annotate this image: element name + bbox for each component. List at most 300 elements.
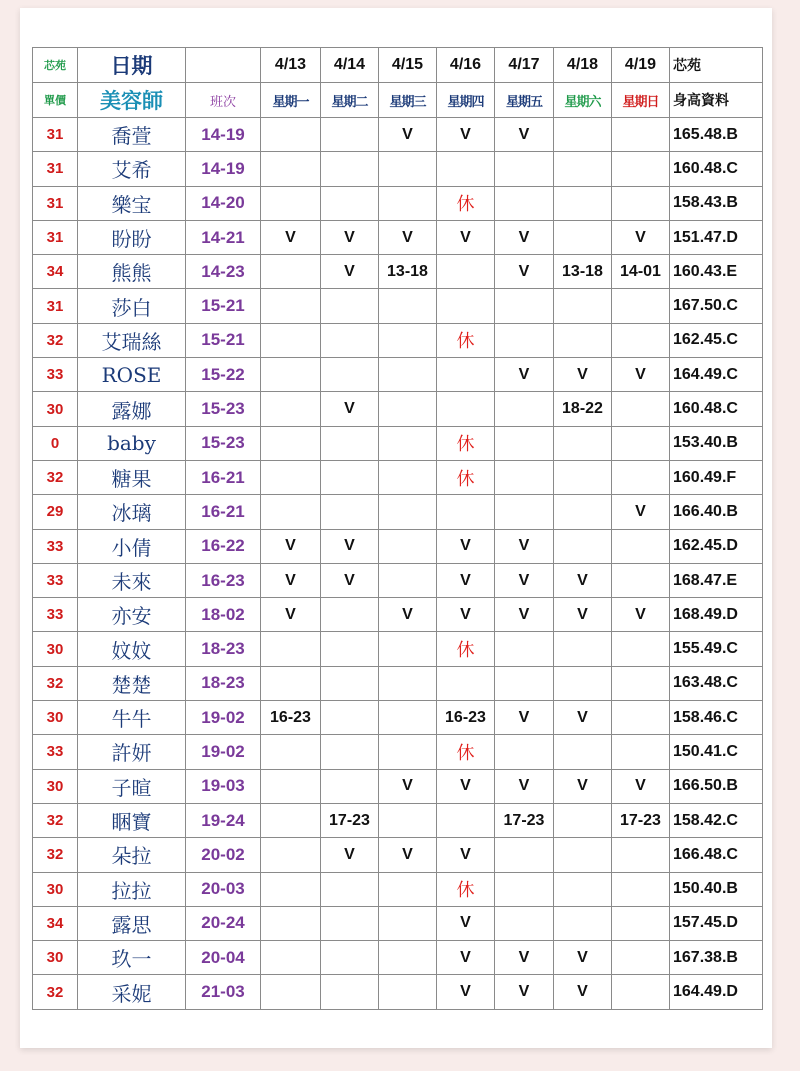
shift-cell: 18-23 — [186, 666, 261, 700]
day-cell — [437, 392, 495, 426]
day-cell — [437, 255, 495, 289]
table-row — [33, 289, 763, 323]
shift-cell: 16-22 — [186, 529, 261, 563]
day-cell: V — [554, 701, 612, 735]
day-cell — [612, 289, 670, 323]
table-row — [33, 941, 763, 975]
day-off-cell: 休 — [437, 460, 495, 494]
day-cell — [495, 495, 554, 529]
day-cell — [379, 803, 437, 837]
height-info-cell: 153.40.B — [670, 426, 763, 460]
shift-cell: 15-22 — [186, 358, 261, 392]
price-cell: 31 — [33, 186, 78, 220]
date-header: 4/13 — [261, 48, 321, 83]
shift-cell: 20-24 — [186, 906, 261, 940]
day-cell — [261, 323, 321, 357]
table-row — [33, 460, 763, 494]
table-row — [33, 392, 763, 426]
day-cell — [261, 392, 321, 426]
price-cell: 30 — [33, 392, 78, 426]
shift-cell: 14-23 — [186, 255, 261, 289]
price-cell: 32 — [33, 838, 78, 872]
stylist-name: 拉拉 — [78, 872, 186, 906]
day-cell — [379, 323, 437, 357]
day-cell — [612, 186, 670, 220]
day-cell: V — [612, 598, 670, 632]
height-info-cell: 160.43.E — [670, 255, 763, 289]
day-cell — [612, 701, 670, 735]
day-cell — [261, 632, 321, 666]
day-cell — [261, 906, 321, 940]
price-cell: 34 — [33, 255, 78, 289]
day-cell — [554, 220, 612, 254]
day-cell — [612, 460, 670, 494]
day-cell — [437, 289, 495, 323]
day-cell — [321, 426, 379, 460]
date-header: 4/14 — [321, 48, 379, 83]
day-cell — [554, 426, 612, 460]
day-cell — [554, 495, 612, 529]
corner-top-label: 芯苑 — [33, 48, 78, 83]
day-cell: V — [612, 495, 670, 529]
day-cell — [379, 152, 437, 186]
shift-cell: 20-03 — [186, 872, 261, 906]
day-cell — [321, 495, 379, 529]
day-cell — [612, 872, 670, 906]
weekday-header: 星期一 — [261, 83, 321, 118]
height-info-cell: 166.40.B — [670, 495, 763, 529]
shift-cell: 16-23 — [186, 563, 261, 597]
day-cell — [612, 152, 670, 186]
day-cell — [554, 152, 612, 186]
day-cell: V — [321, 220, 379, 254]
height-info-cell: 168.47.E — [670, 563, 763, 597]
price-cell: 32 — [33, 323, 78, 357]
table-row — [33, 220, 763, 254]
day-cell — [379, 289, 437, 323]
schedule-table — [32, 47, 763, 1010]
price-cell: 30 — [33, 769, 78, 803]
height-info-cell: 166.48.C — [670, 838, 763, 872]
day-cell — [261, 941, 321, 975]
day-cell — [554, 460, 612, 494]
day-cell — [495, 906, 554, 940]
day-off-cell: 休 — [437, 186, 495, 220]
day-cell: V — [495, 701, 554, 735]
height-info-cell: 158.43.B — [670, 186, 763, 220]
day-cell: V — [437, 941, 495, 975]
day-cell: 13-18 — [554, 255, 612, 289]
day-cell: 17-23 — [612, 803, 670, 837]
day-off-cell: 休 — [437, 735, 495, 769]
weekday-header: 星期日 — [612, 83, 670, 118]
day-cell — [437, 666, 495, 700]
day-cell — [321, 598, 379, 632]
day-cell — [612, 838, 670, 872]
price-cell: 34 — [33, 906, 78, 940]
day-cell — [612, 323, 670, 357]
day-cell — [554, 872, 612, 906]
table-row — [33, 838, 763, 872]
day-cell: V — [379, 769, 437, 803]
day-cell — [379, 735, 437, 769]
day-cell: V — [261, 220, 321, 254]
day-cell — [437, 358, 495, 392]
day-cell — [379, 941, 437, 975]
day-cell — [612, 666, 670, 700]
height-info-cell: 151.47.D — [670, 220, 763, 254]
stylist-name: 未來 — [78, 563, 186, 597]
day-cell — [612, 118, 670, 152]
price-cell: 33 — [33, 598, 78, 632]
day-cell — [261, 735, 321, 769]
shift-label: 班次 — [186, 83, 261, 118]
day-cell: V — [495, 220, 554, 254]
date-header: 4/19 — [612, 48, 670, 83]
day-cell — [495, 289, 554, 323]
day-cell — [554, 289, 612, 323]
day-cell: V — [495, 563, 554, 597]
day-cell: V — [612, 358, 670, 392]
day-cell: V — [321, 392, 379, 426]
day-cell — [495, 872, 554, 906]
day-cell — [261, 666, 321, 700]
height-info-cell: 166.50.B — [670, 769, 763, 803]
stylist-name: 露娜 — [78, 392, 186, 426]
height-info-cell: 158.46.C — [670, 701, 763, 735]
day-cell — [495, 838, 554, 872]
shift-cell: 16-21 — [186, 495, 261, 529]
weekday-header: 星期五 — [495, 83, 554, 118]
right-top-label: 芯苑 — [670, 48, 763, 83]
day-cell: V — [554, 598, 612, 632]
date-header: 4/16 — [437, 48, 495, 83]
table-row — [33, 666, 763, 700]
day-cell: V — [321, 563, 379, 597]
height-info-cell: 150.40.B — [670, 872, 763, 906]
day-cell: V — [554, 358, 612, 392]
day-cell — [261, 186, 321, 220]
shift-cell: 14-20 — [186, 186, 261, 220]
weekday-header: 星期四 — [437, 83, 495, 118]
day-cell — [554, 632, 612, 666]
stylist-name: 睏寶 — [78, 803, 186, 837]
day-cell: V — [495, 598, 554, 632]
day-cell — [321, 118, 379, 152]
day-cell: V — [261, 598, 321, 632]
table-row — [33, 152, 763, 186]
day-cell: V — [437, 118, 495, 152]
price-cell: 32 — [33, 803, 78, 837]
day-off-cell: 休 — [437, 323, 495, 357]
day-cell — [612, 735, 670, 769]
price-cell: 31 — [33, 220, 78, 254]
day-cell — [495, 735, 554, 769]
stylist-name: 牛牛 — [78, 701, 186, 735]
stylist-name: 朵拉 — [78, 838, 186, 872]
stylist-name: 妏妏 — [78, 632, 186, 666]
shift-cell: 19-03 — [186, 769, 261, 803]
day-cell — [261, 769, 321, 803]
day-cell: 13-18 — [379, 255, 437, 289]
shift-cell: 14-19 — [186, 152, 261, 186]
day-cell — [321, 872, 379, 906]
day-cell — [261, 152, 321, 186]
table-row — [33, 906, 763, 940]
day-cell: V — [437, 975, 495, 1009]
height-info-label: 身高資料 — [670, 83, 763, 118]
day-cell — [495, 186, 554, 220]
table-row — [33, 598, 763, 632]
table-row — [33, 975, 763, 1009]
day-cell: V — [437, 220, 495, 254]
day-cell — [554, 666, 612, 700]
shift-cell: 20-02 — [186, 838, 261, 872]
day-cell — [261, 872, 321, 906]
date-label: 日期 — [78, 48, 186, 83]
day-cell — [612, 529, 670, 563]
day-cell: V — [554, 563, 612, 597]
day-cell — [379, 632, 437, 666]
stylist-label: 美容師 — [78, 83, 186, 118]
price-cell: 33 — [33, 358, 78, 392]
table-row — [33, 495, 763, 529]
day-cell — [437, 803, 495, 837]
day-off-cell: 休 — [437, 632, 495, 666]
day-cell — [495, 152, 554, 186]
height-info-cell: 164.49.C — [670, 358, 763, 392]
stylist-name: ROSE — [78, 358, 186, 392]
day-cell: V — [554, 975, 612, 1009]
day-cell: V — [554, 769, 612, 803]
day-cell — [321, 632, 379, 666]
day-cell: 16-23 — [437, 701, 495, 735]
day-cell: V — [495, 255, 554, 289]
price-cell: 32 — [33, 975, 78, 1009]
day-cell — [321, 358, 379, 392]
shift-cell: 20-04 — [186, 941, 261, 975]
stylist-name: 楚楚 — [78, 666, 186, 700]
weekday-header: 星期二 — [321, 83, 379, 118]
table-row — [33, 426, 763, 460]
day-cell — [379, 975, 437, 1009]
day-cell — [612, 906, 670, 940]
height-info-cell: 162.45.C — [670, 323, 763, 357]
stylist-name: 冰璃 — [78, 495, 186, 529]
day-cell — [554, 735, 612, 769]
day-cell — [612, 632, 670, 666]
table-row — [33, 529, 763, 563]
price-cell: 30 — [33, 872, 78, 906]
day-cell — [321, 735, 379, 769]
day-cell — [495, 392, 554, 426]
stylist-name: 熊熊 — [78, 255, 186, 289]
day-cell — [261, 460, 321, 494]
table-row — [33, 769, 763, 803]
day-cell — [261, 118, 321, 152]
day-cell: V — [437, 906, 495, 940]
day-cell: V — [437, 769, 495, 803]
price-cell: 30 — [33, 632, 78, 666]
day-cell: V — [495, 358, 554, 392]
height-info-cell: 164.49.D — [670, 975, 763, 1009]
day-cell — [261, 803, 321, 837]
day-cell — [379, 701, 437, 735]
shift-cell: 19-24 — [186, 803, 261, 837]
day-cell — [321, 701, 379, 735]
day-off-cell: 休 — [437, 426, 495, 460]
day-cell — [379, 666, 437, 700]
date-header: 4/18 — [554, 48, 612, 83]
day-cell: 16-23 — [261, 701, 321, 735]
day-cell: V — [612, 769, 670, 803]
day-cell — [379, 460, 437, 494]
day-cell — [612, 941, 670, 975]
day-cell: 17-23 — [321, 803, 379, 837]
day-cell — [437, 152, 495, 186]
day-cell — [379, 529, 437, 563]
day-cell — [379, 358, 437, 392]
shift-cell: 16-21 — [186, 460, 261, 494]
shift-cell: 19-02 — [186, 701, 261, 735]
schedule-sheet — [20, 8, 772, 1048]
day-cell: V — [437, 598, 495, 632]
price-cell: 31 — [33, 152, 78, 186]
height-info-cell: 158.42.C — [670, 803, 763, 837]
day-cell — [379, 906, 437, 940]
day-cell: V — [495, 975, 554, 1009]
date-header: 4/15 — [379, 48, 437, 83]
table-row — [33, 323, 763, 357]
price-cell: 33 — [33, 529, 78, 563]
day-cell — [495, 460, 554, 494]
day-cell — [495, 426, 554, 460]
table-row — [33, 872, 763, 906]
day-cell: V — [437, 838, 495, 872]
price-cell: 33 — [33, 563, 78, 597]
height-info-cell: 162.45.D — [670, 529, 763, 563]
day-cell — [321, 289, 379, 323]
stylist-name: 莎白 — [78, 289, 186, 323]
day-cell — [554, 186, 612, 220]
date-header: 4/17 — [495, 48, 554, 83]
stylist-name: 艾瑞絲 — [78, 323, 186, 357]
height-info-cell: 160.49.F — [670, 460, 763, 494]
day-cell — [554, 906, 612, 940]
day-cell — [261, 838, 321, 872]
table-row — [33, 632, 763, 666]
day-cell — [261, 358, 321, 392]
day-cell — [261, 495, 321, 529]
day-off-cell: 休 — [437, 872, 495, 906]
day-cell: V — [437, 529, 495, 563]
day-cell — [261, 255, 321, 289]
day-cell — [554, 529, 612, 563]
stylist-name: 許妍 — [78, 735, 186, 769]
shift-cell: 14-19 — [186, 118, 261, 152]
table-row — [33, 735, 763, 769]
day-cell — [379, 495, 437, 529]
day-cell: V — [554, 941, 612, 975]
day-cell: V — [437, 563, 495, 597]
day-cell — [379, 186, 437, 220]
shift-cell: 21-03 — [186, 975, 261, 1009]
stylist-name: baby — [78, 426, 186, 460]
day-cell — [554, 118, 612, 152]
day-cell — [554, 803, 612, 837]
shift-cell: 18-02 — [186, 598, 261, 632]
stylist-name: 盼盼 — [78, 220, 186, 254]
shift-cell: 15-23 — [186, 392, 261, 426]
day-cell — [495, 323, 554, 357]
height-info-cell: 160.48.C — [670, 392, 763, 426]
shift-cell: 15-23 — [186, 426, 261, 460]
day-cell — [321, 186, 379, 220]
day-cell: V — [379, 118, 437, 152]
shift-cell: 15-21 — [186, 323, 261, 357]
empty-header-cell — [186, 48, 261, 83]
day-cell — [321, 769, 379, 803]
shift-cell: 18-23 — [186, 632, 261, 666]
shift-cell: 19-02 — [186, 735, 261, 769]
day-cell: 14-01 — [612, 255, 670, 289]
stylist-name: 采妮 — [78, 975, 186, 1009]
height-info-cell: 150.41.C — [670, 735, 763, 769]
day-cell: V — [495, 529, 554, 563]
table-row — [33, 563, 763, 597]
day-cell — [321, 323, 379, 357]
day-cell: V — [321, 529, 379, 563]
height-info-cell: 160.48.C — [670, 152, 763, 186]
day-cell — [321, 666, 379, 700]
day-cell: V — [612, 220, 670, 254]
day-cell — [612, 426, 670, 460]
day-cell — [495, 666, 554, 700]
table-row — [33, 701, 763, 735]
day-cell — [321, 941, 379, 975]
table-row — [33, 803, 763, 837]
height-info-cell: 167.38.B — [670, 941, 763, 975]
day-cell: V — [379, 598, 437, 632]
height-info-cell: 167.50.C — [670, 289, 763, 323]
day-cell — [379, 392, 437, 426]
table-row — [33, 358, 763, 392]
height-info-cell: 155.49.C — [670, 632, 763, 666]
price-cell: 30 — [33, 701, 78, 735]
header-row-weekdays — [33, 83, 763, 118]
stylist-name: 樂宝 — [78, 186, 186, 220]
day-cell: V — [495, 118, 554, 152]
stylist-name: 糖果 — [78, 460, 186, 494]
day-cell — [554, 323, 612, 357]
height-info-cell: 163.48.C — [670, 666, 763, 700]
table-row — [33, 255, 763, 289]
day-cell: V — [321, 838, 379, 872]
stylist-name: 玖一 — [78, 941, 186, 975]
day-cell — [321, 460, 379, 494]
height-info-cell: 165.48.B — [670, 118, 763, 152]
stylist-name: 亦安 — [78, 598, 186, 632]
day-cell — [379, 426, 437, 460]
day-cell: V — [495, 769, 554, 803]
price-cell: 32 — [33, 460, 78, 494]
price-cell: 30 — [33, 941, 78, 975]
day-cell — [321, 906, 379, 940]
day-cell — [261, 426, 321, 460]
shift-cell: 14-21 — [186, 220, 261, 254]
height-info-cell: 157.45.D — [670, 906, 763, 940]
day-cell: V — [261, 529, 321, 563]
